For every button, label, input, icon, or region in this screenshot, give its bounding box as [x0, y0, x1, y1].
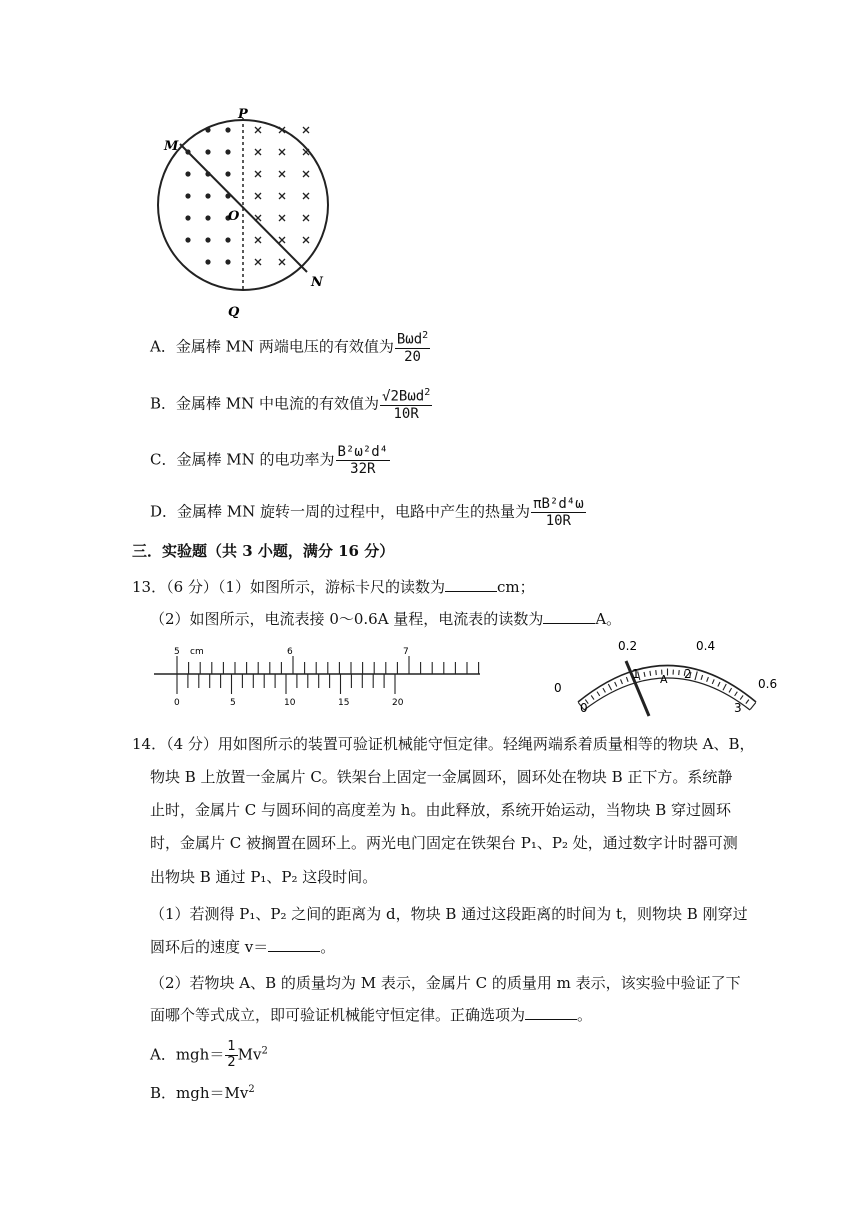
label-m: M	[164, 139, 179, 154]
ammeter-tick	[615, 682, 617, 687]
vernier-caliper-figure	[150, 642, 485, 710]
q14-sub1-line1: （1）若测得 P₁、P₂ 之间的距离为 d，物块 B 通过这段距离的时间为 t，则物块 B 刚穿过	[150, 905, 748, 923]
field-cross	[279, 215, 285, 221]
ammeter-top-label: 0.4	[696, 639, 716, 653]
ammeter-tick	[608, 684, 611, 690]
ammeter-top-label: 0.6	[758, 677, 778, 691]
field-dot	[205, 171, 210, 176]
ammeter-top-label: 0.2	[618, 639, 638, 653]
ammeter-tick	[597, 692, 600, 696]
q14-option-b: B．$mgh=Mv^2$	[150, 1084, 255, 1102]
q14-sub1-line2: 圆环后的速度 v＝ 。	[150, 938, 336, 956]
field-dot	[205, 237, 210, 242]
q14-sub2-line1: （2）若物块 A、B 的质量均为 M 表示，金属片 C 的质量用 m 表示，该实验中验证了下	[150, 974, 741, 992]
field-dot	[185, 149, 190, 154]
field-cross	[255, 127, 261, 133]
answer-blank	[525, 1005, 577, 1020]
field-cross	[255, 171, 261, 177]
ammeter-tick	[746, 700, 749, 704]
caliper-main-label: 5	[174, 647, 180, 657]
field-cross	[255, 237, 261, 243]
field-dot	[205, 149, 210, 154]
ammeter-top-label: 0	[554, 681, 562, 695]
ammeter-tick	[735, 692, 738, 696]
section-title: 三．实验题（共 3 小题，满分 16 分）	[132, 542, 395, 560]
vernier-label: 20	[392, 698, 404, 708]
ammeter-tick	[712, 679, 714, 684]
ammeter-tick	[621, 679, 623, 684]
field-dot	[185, 215, 190, 220]
ammeter-figure	[548, 634, 788, 724]
option-a: A．金属棒 MN 两端电压的有效值为 $\frac{B\omega d^2}{20}$	[150, 330, 429, 365]
field-cross	[279, 193, 285, 199]
ammeter-tick	[591, 695, 594, 699]
field-cross	[303, 215, 309, 221]
option-b: B．金属棒 MN 中电流的有效值为 $\frac{√2B\omega d^2}{10R}$	[150, 387, 431, 422]
field-dot	[205, 193, 210, 198]
q14-line: 出物块 B 通过 P₁、P₂ 这段时间。	[150, 868, 378, 886]
label-q: Q	[228, 305, 240, 318]
ammeter-tick	[650, 671, 651, 676]
ammeter-tick	[740, 695, 743, 699]
field-cross	[279, 237, 285, 243]
field-dot	[205, 127, 210, 132]
ammeter-bottom-label: 2	[684, 667, 692, 681]
field-dot	[225, 127, 230, 132]
caliper-main-label: 6	[287, 647, 293, 657]
label-p: P	[238, 108, 248, 122]
option-c: C．金属棒 MN 的电功率为 $\frac{\text{B²ω²d⁴}}{32R}$	[150, 444, 389, 478]
field-cross	[303, 237, 309, 243]
ammeter-tick	[644, 672, 645, 677]
ammeter-tick	[723, 684, 726, 690]
ammeter-tick	[603, 688, 605, 692]
ammeter-bottom-label: 0	[580, 701, 588, 715]
q13-line1: 13．（6 分）（1）如图所示，游标卡尺的读数为 cm；	[132, 578, 535, 596]
vernier-label: 15	[338, 698, 350, 708]
field-cross	[255, 193, 261, 199]
caliper-main-label: 7	[403, 647, 409, 657]
field-dot	[185, 237, 190, 242]
caliper-unit: cm	[190, 647, 204, 657]
ammeter-tick	[656, 670, 657, 675]
ammeter-tick	[750, 702, 756, 709]
ammeter-unit: A	[660, 673, 668, 686]
q14-line: 物块 B 上放置一金属片 C。铁架台上固定一金属圆环，圆环处在物块 B 正下方。系统静	[150, 768, 733, 786]
label-o: O	[228, 209, 240, 224]
field-cross	[255, 149, 261, 155]
field-cross	[303, 149, 309, 155]
magnetic-field-circle-figure	[150, 108, 340, 318]
field-cross	[279, 149, 285, 155]
q14-line: 14．（4 分）用如图所示的装置可验证机械能守恒定律。轻绳两端系着质量相等的物块 A、B，	[132, 735, 755, 753]
q14-line: 止时，金属片 C 与圆环间的高度差为 h。由此释放，系统开始运动，当物块 B 穿过圆环	[150, 801, 732, 819]
field-dot	[225, 259, 230, 264]
q14-option-a: A．mgh＝ $\frac{1}{2}$ Mv$^2$	[150, 1039, 268, 1070]
vernier-label: 0	[174, 698, 180, 708]
answer-blank	[268, 937, 320, 952]
q14-line: 时，金属片 C 被搁置在圆环上。两光电门固定在铁架台 P₁、P₂ 处，通过数字计时器可测	[150, 834, 738, 852]
field-dot	[185, 193, 190, 198]
field-dot	[225, 237, 230, 242]
ammeter-bottom-label: 3	[734, 701, 742, 715]
field-dot	[205, 259, 210, 264]
q14-sub2-line2: 面哪个等式成立，即可验证机械能守恒定律。正确选项为 。	[150, 1006, 593, 1024]
field-dot	[185, 171, 190, 176]
option-d: D．金属棒 MN 旋转一周的过程中，电路中产生的热量为 $\frac{\text{πB²d⁴ω}}{10R}$	[150, 496, 584, 530]
field-cross	[303, 127, 309, 133]
field-cross	[303, 171, 309, 177]
field-dot	[225, 149, 230, 154]
vernier-label: 5	[230, 698, 236, 708]
field-dot	[205, 215, 210, 220]
field-cross	[279, 259, 285, 265]
vernier-label: 10	[284, 698, 296, 708]
ammeter-bottom-label: 1	[632, 667, 640, 681]
ammeter-tick	[679, 670, 680, 675]
ammeter-tick	[718, 682, 720, 687]
field-dot	[225, 193, 230, 198]
field-cross	[279, 171, 285, 177]
field-cross	[303, 193, 309, 199]
q13-line2: （2）如图所示，电流表接 0～0.6A 量程，电流表的读数为 A。	[150, 610, 622, 628]
field-dot	[225, 171, 230, 176]
answer-blank	[445, 577, 497, 592]
ammeter-tick	[695, 671, 697, 680]
answer-blank	[543, 609, 595, 624]
label-n: N	[311, 275, 323, 290]
ammeter-tick	[707, 677, 709, 682]
field-cross	[255, 259, 261, 265]
ammeter-tick	[729, 688, 732, 692]
ammeter-tick	[626, 677, 628, 682]
field-cross	[255, 215, 261, 221]
ammeter-tick	[701, 675, 703, 680]
